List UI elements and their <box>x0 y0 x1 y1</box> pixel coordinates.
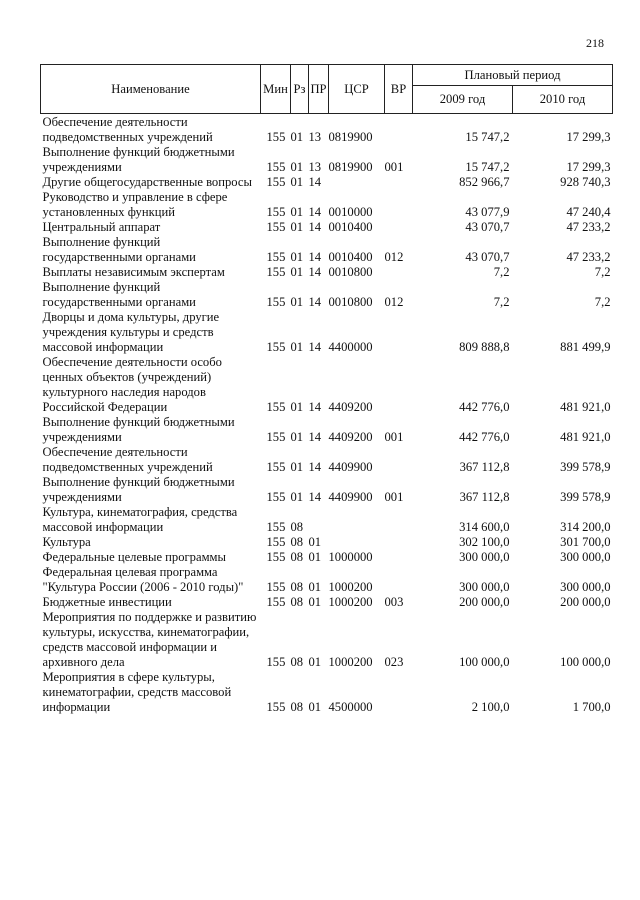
row-min-code: 155 <box>266 700 286 714</box>
row-pr-code: 01 <box>308 700 322 714</box>
row-min-code: 155 <box>266 655 286 669</box>
row-value-2009: 43 077,9 <box>465 205 510 219</box>
row-rz-code: 01 <box>290 265 304 279</box>
row-vr-code <box>385 565 413 595</box>
row-csr-code <box>329 175 385 190</box>
row-rz-code: 01 <box>290 220 304 234</box>
row-pr-code: 01 <box>308 595 322 609</box>
row-vr-code <box>385 265 413 280</box>
row-min-code: 155 <box>266 580 286 594</box>
row-pr-code: 13 <box>308 160 322 174</box>
row-value-2009: 442 776,0 <box>459 430 510 444</box>
table-row <box>41 445 613 475</box>
row-value-2010: 1 700,0 <box>572 700 611 714</box>
row-csr-code <box>329 505 385 535</box>
row-pr-code: 14 <box>308 340 322 354</box>
row-value-2009: 367 112,8 <box>459 490 510 504</box>
table-row <box>41 145 613 175</box>
table-row <box>41 535 613 550</box>
row-name: Федеральная целевая программа "Культура России (2006 - 2010 годы)" <box>42 565 244 594</box>
row-rz-code: 01 <box>290 340 304 354</box>
row-name: Культура, кинематография, средства массовой информации <box>42 505 238 534</box>
row-value-2010: 47 233,2 <box>566 250 611 264</box>
header-name: Наименование <box>41 65 261 114</box>
row-name: Выполнение функций бюджетными учреждениями <box>42 145 235 174</box>
table-row <box>41 190 613 220</box>
row-name: Обеспечение деятельности особо ценных объектов (учреждений) культурного наследия народов Российской Федерации <box>42 355 222 414</box>
budget-table <box>40 64 613 715</box>
row-value-2009: 300 000,0 <box>459 550 510 564</box>
row-name: Руководство и управление в сфере установленных функций <box>42 190 228 219</box>
row-min-code: 155 <box>266 220 286 234</box>
row-vr-code <box>385 445 413 475</box>
row-rz-code: 08 <box>290 595 304 609</box>
row-min-code: 155 <box>266 595 286 609</box>
row-pr-code: 01 <box>308 580 322 594</box>
row-csr-code: 0819900 <box>328 160 373 174</box>
row-csr-code: 0010800 <box>328 265 373 279</box>
row-value-2010: 881 499,9 <box>560 340 611 354</box>
header-year-2009: 2009 год <box>413 86 513 114</box>
table-row <box>41 475 613 505</box>
row-vr-code: 012 <box>384 250 404 264</box>
row-name: Центральный аппарат <box>42 220 161 234</box>
row-value-2010: 47 233,2 <box>566 220 611 234</box>
row-min-code: 155 <box>266 175 286 189</box>
row-vr-code: 003 <box>384 595 404 609</box>
row-value-2010: 928 740,3 <box>560 175 611 189</box>
row-value-2010: 100 000,0 <box>560 655 611 669</box>
row-rz-code: 01 <box>290 250 304 264</box>
row-vr-code <box>385 190 413 220</box>
row-name: Дворцы и дома культуры, другие учреждения культуры и средств массовой информации <box>42 310 220 354</box>
row-csr-code <box>329 535 385 550</box>
row-name: Выполнение функций государственными органами <box>42 280 196 309</box>
row-min-code: 155 <box>266 340 286 354</box>
row-value-2009: 15 747,2 <box>465 160 510 174</box>
row-pr-code: 14 <box>308 430 322 444</box>
row-name: Мероприятия в сфере культуры, кинематографии, средств массовой информации <box>42 670 232 714</box>
row-name: Мероприятия по поддержке и развитию культуры, искусства, кинематографии, средств массовой информации и архивного дела <box>42 610 257 669</box>
row-value-2009: 367 112,8 <box>459 460 510 474</box>
row-csr-code: 4400000 <box>328 340 373 354</box>
row-name: Другие общегосударственные вопросы <box>42 175 252 189</box>
row-csr-code: 0010000 <box>328 205 373 219</box>
row-csr-code: 4409200 <box>328 430 373 444</box>
row-value-2010: 481 921,0 <box>560 400 611 414</box>
row-min-code: 155 <box>266 295 286 309</box>
row-name: Федеральные целевые программы <box>42 550 226 564</box>
row-rz-code: 01 <box>290 295 304 309</box>
row-value-2009: 442 776,0 <box>459 400 510 414</box>
row-min-code: 155 <box>266 535 286 549</box>
table-row <box>41 114 613 146</box>
row-name: Бюджетные инвестиции <box>42 595 172 609</box>
row-pr-code: 14 <box>308 460 322 474</box>
row-pr-code: 14 <box>308 205 322 219</box>
row-pr-code: 14 <box>308 175 322 189</box>
row-min-code: 155 <box>266 550 286 564</box>
row-csr-code: 0819900 <box>328 130 373 144</box>
row-csr-code: 0010800 <box>328 295 373 309</box>
row-vr-code: 001 <box>384 490 404 504</box>
row-value-2009: 7,2 <box>493 265 510 279</box>
row-csr-code: 1000000 <box>328 550 373 564</box>
header-vr: ВР <box>385 65 413 114</box>
header-pr: ПР <box>309 65 329 114</box>
row-min-code: 155 <box>266 160 286 174</box>
row-value-2009: 43 070,7 <box>465 250 510 264</box>
row-rz-code: 01 <box>290 160 304 174</box>
row-min-code: 155 <box>266 265 286 279</box>
row-rz-code: 01 <box>290 130 304 144</box>
row-vr-code <box>385 505 413 535</box>
row-pr-code: 01 <box>308 655 322 669</box>
row-pr-code: 14 <box>308 400 322 414</box>
row-value-2010: 300 000,0 <box>560 550 611 564</box>
table-row <box>41 595 613 610</box>
row-name: Обеспечение деятельности подведомственных учреждений <box>42 445 213 474</box>
row-min-code: 155 <box>266 430 286 444</box>
row-value-2010: 17 299,3 <box>566 160 611 174</box>
row-value-2009: 7,2 <box>493 295 510 309</box>
row-csr-code: 4409900 <box>328 490 373 504</box>
row-value-2010: 314 200,0 <box>560 520 611 534</box>
row-name: Выполнение функций бюджетными учреждениями <box>42 415 235 444</box>
row-pr-code <box>309 505 329 535</box>
row-value-2009: 200 000,0 <box>459 595 510 609</box>
row-csr-code: 0010400 <box>328 250 373 264</box>
row-value-2009: 302 100,0 <box>459 535 510 549</box>
row-vr-code: 023 <box>384 655 404 669</box>
table-row <box>41 310 613 355</box>
row-value-2010: 7,2 <box>594 295 611 309</box>
row-csr-code: 1000200 <box>328 655 373 669</box>
row-vr-code <box>385 670 413 715</box>
row-rz-code: 01 <box>290 400 304 414</box>
row-name: Выполнение функций государственными органами <box>42 235 196 264</box>
row-value-2010: 7,2 <box>594 265 611 279</box>
row-value-2010: 47 240,4 <box>566 205 611 219</box>
table-row <box>41 415 613 445</box>
row-min-code: 155 <box>266 460 286 474</box>
row-value-2009: 314 600,0 <box>459 520 510 534</box>
table-row <box>41 175 613 190</box>
row-value-2009: 15 747,2 <box>465 130 510 144</box>
row-rz-code: 08 <box>290 700 304 714</box>
table-row <box>41 280 613 310</box>
row-pr-code: 14 <box>308 295 322 309</box>
row-min-code: 155 <box>266 130 286 144</box>
table-row <box>41 220 613 235</box>
row-value-2010: 301 700,0 <box>560 535 611 549</box>
row-name: Выплаты независимым экспертам <box>42 265 225 279</box>
row-value-2009: 100 000,0 <box>459 655 510 669</box>
row-min-code: 155 <box>266 490 286 504</box>
row-value-2010: 481 921,0 <box>560 430 611 444</box>
row-pr-code: 13 <box>308 130 322 144</box>
row-value-2010: 399 578,9 <box>560 490 611 504</box>
row-name: Выполнение функций бюджетными учреждениями <box>42 475 235 504</box>
row-vr-code: 001 <box>384 430 404 444</box>
row-name: Культура <box>42 535 91 549</box>
row-min-code: 155 <box>266 205 286 219</box>
row-rz-code: 08 <box>290 535 304 549</box>
row-value-2009: 2 100,0 <box>471 700 510 714</box>
row-rz-code: 08 <box>290 580 304 594</box>
row-min-code: 155 <box>266 520 286 534</box>
row-vr-code <box>385 355 413 415</box>
row-rz-code: 08 <box>290 550 304 564</box>
row-pr-code: 14 <box>308 220 322 234</box>
row-vr-code <box>385 310 413 355</box>
row-csr-code: 0010400 <box>328 220 373 234</box>
row-vr-code: 012 <box>384 295 404 309</box>
row-vr-code: 001 <box>384 160 404 174</box>
row-value-2010: 17 299,3 <box>566 130 611 144</box>
row-csr-code: 4500000 <box>328 700 373 714</box>
header-year-2010: 2010 год <box>513 86 613 114</box>
table-row <box>41 565 613 595</box>
header-min: Мин <box>261 65 291 114</box>
row-pr-code: 14 <box>308 250 322 264</box>
table-row <box>41 505 613 535</box>
row-value-2010: 300 000,0 <box>560 580 611 594</box>
row-csr-code: 1000200 <box>328 580 373 594</box>
table-row <box>41 235 613 265</box>
row-rz-code: 01 <box>290 205 304 219</box>
table-header <box>41 65 613 114</box>
table-row <box>41 670 613 715</box>
row-name: Обеспечение деятельности подведомственных учреждений <box>42 115 213 144</box>
row-min-code: 155 <box>266 250 286 264</box>
header-planned-period: Плановый период <box>413 65 613 86</box>
header-rz: Рз <box>291 65 309 114</box>
row-csr-code: 4409900 <box>328 460 373 474</box>
row-pr-code: 01 <box>308 535 322 549</box>
table-row <box>41 355 613 415</box>
row-pr-code: 01 <box>308 550 322 564</box>
row-csr-code: 4409200 <box>328 400 373 414</box>
row-vr-code <box>385 535 413 550</box>
row-vr-code <box>385 550 413 565</box>
row-csr-code: 1000200 <box>328 595 373 609</box>
row-rz-code: 01 <box>290 490 304 504</box>
row-min-code: 155 <box>266 400 286 414</box>
row-rz-code: 01 <box>290 460 304 474</box>
page-number: 218 <box>586 36 604 50</box>
row-vr-code <box>385 175 413 190</box>
row-value-2010: 399 578,9 <box>560 460 611 474</box>
row-value-2009: 300 000,0 <box>459 580 510 594</box>
row-vr-code <box>385 114 413 146</box>
table-row <box>41 265 613 280</box>
row-rz-code: 08 <box>290 655 304 669</box>
row-pr-code: 14 <box>308 490 322 504</box>
table-row <box>41 610 613 670</box>
row-value-2009: 809 888,8 <box>459 340 510 354</box>
table-body <box>41 114 613 716</box>
row-rz-code: 01 <box>290 430 304 444</box>
row-vr-code <box>385 220 413 235</box>
row-value-2009: 43 070,7 <box>465 220 510 234</box>
row-rz-code: 08 <box>290 520 304 534</box>
table-row <box>41 550 613 565</box>
row-value-2009: 852 966,7 <box>459 175 510 189</box>
header-csr: ЦСР <box>329 65 385 114</box>
row-value-2010: 200 000,0 <box>560 595 611 609</box>
row-rz-code: 01 <box>290 175 304 189</box>
row-pr-code: 14 <box>308 265 322 279</box>
